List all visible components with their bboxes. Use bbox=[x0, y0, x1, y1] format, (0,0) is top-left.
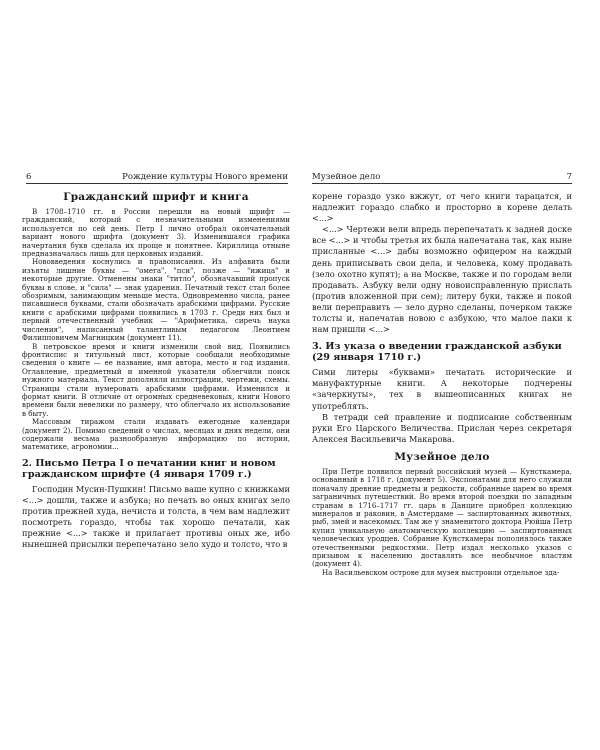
document-paragraph: корене гораздо узко вжжут, от чего книги тарацатся, и надлежит гораздо слабко и просторно в корене делать <...> bbox=[312, 191, 572, 224]
paragraph: В петровское время и книги изменили свой вид. Появились фронтиспис и титульный лист, которые сообщали необходимые сведения о книге — ее название, имя автора, место и год издания. Оглавление, предметный и именной указатели облегчили поиск нужного материала. Текст дополняли иллюстрации, чертежи, схемы. Страницы стали нумеровать арабскими цифрами. Изменился и формат книги. В отличие от огромных средневековых, книги Нового времени были невелики по размеру, что облегчало их использование в быту. bbox=[22, 341, 290, 418]
running-title: Рождение культуры Нового времени bbox=[122, 172, 288, 182]
section-title: Гражданский шрифт и книга bbox=[63, 191, 249, 203]
paragraph: В 1708–1710 гг. в России перешли на новый шрифт — гражданский, который с незначительными изменениями используется по сей день. Петр I лично отобрал окончательный вариант нового шрифта (документ 3). Изменившаяся графика начертания букв сделала их проще и понятнее. Кириллица отныне предназначалась лишь для церковных изданий. bbox=[22, 207, 290, 259]
document-heading: 2. Письмо Петра I о печатании книг и новом гражданском шрифте (4 января 1709 г.) bbox=[22, 457, 276, 480]
paragraph: При Петре появился первый российский музей — Кунсткамера, основанный в 1718 г. (документ 5). Экспонатами для него служили поначалу древние предметы и редкости, собранные царем во время заграничных путешествий. Во время второй поездки по западным странам в 1716–1717 гг. царь в Данциге приобрел коллекцию минералов и раковин, в Амстердаме — заспиртованных животных, рыб, змей и насекомых. Там же у знаменитого доктора Рюйша Петр купил уникальную анатомическую коллекцию — заспиртованных человеческих уродцев. Собрание Кунсткамеры пополнялось также отечественными редкостями. Петр издал несколько указов с призывом к населению доставлять все необычное властям (документ 4). bbox=[312, 466, 572, 569]
running-header bbox=[26, 172, 288, 184]
document-paragraph: Сими литеры «буквами» печатать исторические и мануфактурные книги. А некоторые подчерены «зачеркнуты», тех в вышеописанных книгах не употреблять. bbox=[312, 367, 572, 411]
right-page bbox=[300, 0, 600, 750]
running-header bbox=[312, 172, 572, 184]
page-number: 6 bbox=[26, 172, 32, 182]
paragraph: Массовым тиражом стали издавать ежегодные календари (документ 2). Помимо сведений о числах, месяцах и днях недели, они содержали весьма разнообразную информацию по истории, математике, агрономии... bbox=[22, 417, 290, 452]
paragraph: Нововведения коснулись и правописания. Из алфавита были изъяты лишние буквы — "омега", "пси", позже — "ижица" и некоторые другие. Отменены знаки "титло", обозначавший пропуск буквы в слове, и "сила" — знак ударения. Печатный текст стал более обозримым, занимающим меньше места. Одновременно числа, ранее писавшиеся буквами, стали обозначать арабскими цифрами. Русские книги с арабскими цифрами появились в 1703 г. Среди них был и первый отечественный учебник — "Арифметика, сиречь наука числения", написанный талантливым педагогом Леонтием Филипповичем Магницким (документ 11). bbox=[22, 257, 290, 343]
running-title: Музейное дело bbox=[312, 172, 381, 182]
section-title: Музейное дело bbox=[394, 450, 490, 463]
document-paragraph: В тетради сей правление и подписание собственным руки Его Царского Величества. Прислан через секретаря Алексея Васильевича Макарова. bbox=[312, 411, 572, 444]
page-number: 7 bbox=[566, 172, 572, 182]
paragraph: На Васильевском острове для музея выстроили отдельное зда- bbox=[322, 567, 560, 577]
document-paragraph: <...> Чертежи вели впредь перепечатать к задней доске все <...> и чтобы третья их была напечатана так, как ныне присланные <...> дабы возможно офицером на каждый день приписывать свои дела, и человека, кому продавать (зело охотно купят); а на Москве, также и по городам вели продавать. Азбуку вели одну новоисправленную прислать (против вложенной при сем); литеру буки, также и покой вели переправить — зело дурно сделаны, почерком также толсты и, напечатав новою с азбукою, что малое паки к нам пришли <...> bbox=[312, 224, 572, 335]
document-heading: 3. Из указа о введении гражданской азбуки (29 января 1710 г.) bbox=[312, 341, 562, 364]
document-paragraph: Господин Мусин-Пушкин! Письмо ваше купно с книжками <...> дошли, также и азбука; но печать во оных книгах зело против прежней худа, нечиста и толста, в чем вам надлежит посмотреть гораздо, чтобы так хорошо печатали, как прежние <...> также и прилагает противы оных же, ибо нынешней присылки перепечатано зело худо и толсто, что в bbox=[22, 483, 290, 550]
